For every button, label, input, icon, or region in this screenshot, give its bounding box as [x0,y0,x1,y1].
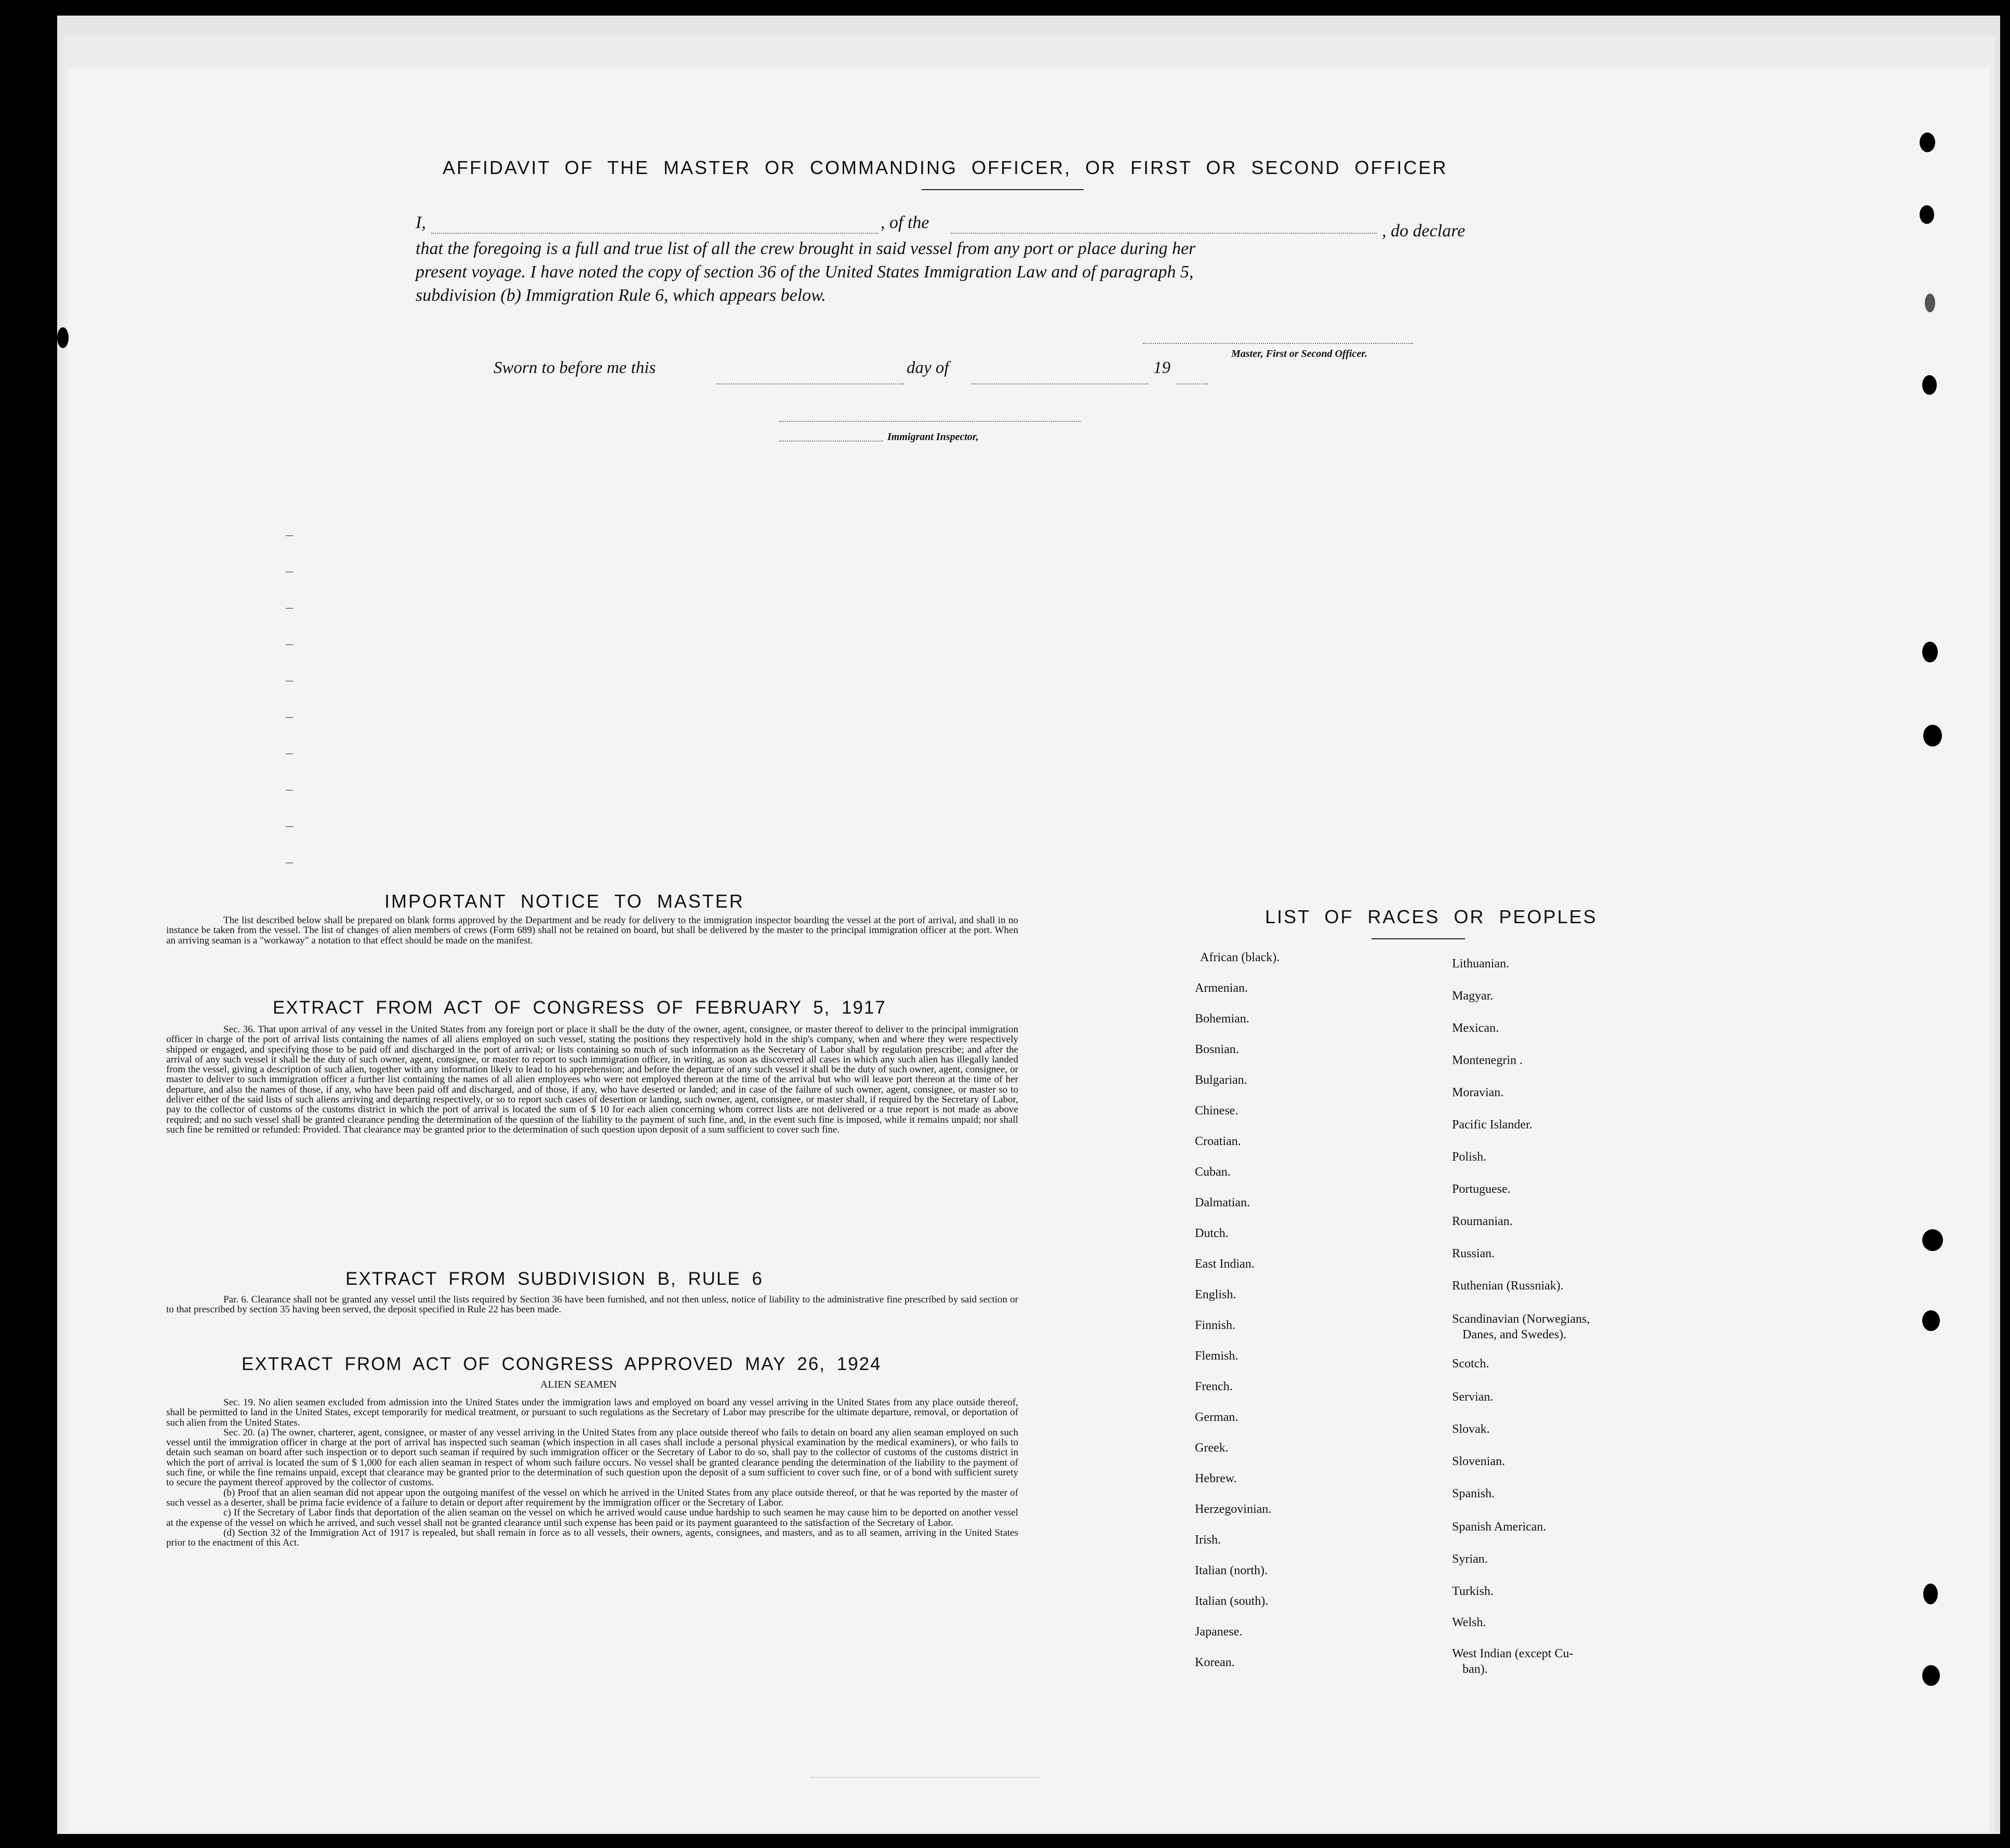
race-item: Flemish. [1195,1349,1239,1363]
extract-rule6-paragraph: Par. 6. Clearance shall not be granted any vessel until the lists required by Section 36 have been furnished, and not then unless, notice of liability to the administrative fine prescribed by said section or to that prescribed by section 35 having been served, the deposit specified in Rule 22 has been made. [166,1294,1018,1315]
year-label: 19 [1153,358,1170,377]
row-tick [286,753,293,754]
extract-rule6-text [166,1295,1018,1315]
race-item: East Indian. [1195,1257,1255,1271]
binder-hole [1920,132,1935,152]
row-tick [286,571,293,573]
binder-hole [1923,1584,1938,1604]
binder-hole [1922,1310,1940,1331]
race-item: Pacific Islander. [1452,1118,1533,1132]
race-item: Slovenian. [1452,1455,1505,1468]
binder-hole [1920,205,1934,224]
race-item: Chinese. [1195,1104,1239,1118]
name-blank[interactable] [431,233,878,234]
extract-1917-text [166,1025,1018,1135]
form-page [68,68,1990,1831]
race-item: Korean. [1195,1656,1235,1669]
race-item: French. [1195,1380,1233,1393]
extract-1924-subtitle: ALIEN SEAMEN [540,1379,617,1390]
race-item: Polish. [1452,1150,1487,1164]
affidavit-line2: that the foregoing is a full and true list of all the crew brought in said vessel from any port or place during her [416,239,1196,258]
race-item: Armenian. [1195,981,1248,995]
row-tick [286,862,293,863]
signature-caption: Master, First or Second Officer. [1231,348,1367,360]
row-tick [286,681,293,682]
race-item: Herzegovinian. [1195,1503,1272,1516]
race-item: Slovak. [1452,1422,1490,1436]
race-item: Italian (south). [1195,1594,1269,1608]
affidavit-line1-start: I, [416,213,426,232]
race-item: German. [1195,1411,1239,1424]
binder-hole [1925,294,1935,312]
inspector-signature-blank[interactable] [779,421,1081,422]
extract-1924-paragraph: (d) Section 32 of the Immigration Act of 1917 is repealed, but shall remain in force as to all vessels, their owners, agents, consignees, and masters, and as to all seamen, arriving in the United States prior to the enactment of this Act. [166,1527,1018,1549]
smudge-marks [810,1777,1039,1791]
race-item: English. [1195,1288,1236,1301]
race-item: African (black). [1200,951,1280,964]
race-item: Bulgarian. [1195,1073,1247,1087]
inspector-label: Immigrant Inspector, [887,431,979,443]
extract-1924-title: EXTRACT FROM ACT OF CONGRESS APPROVED MAY 26, 1924 [242,1354,882,1374]
sworn-label: Sworn to before me this [494,358,656,377]
race-item: Ruthenian (Russniak). [1452,1279,1564,1293]
binder-hole [57,327,69,348]
extract-1917-title: EXTRACT FROM ACT OF CONGRESS OF FEBRUARY 5, 1917 [273,998,886,1018]
race-item: Montenegrin . [1452,1054,1523,1067]
affidavit-of-the: , of the [881,213,929,232]
race-item: Russian. [1452,1247,1495,1260]
extract-rule6-title: EXTRACT FROM SUBDIVISION B, RULE 6 [345,1269,763,1289]
row-tick [286,608,293,609]
affidavit-line3: present voyage. I have noted the copy of section 36 of the United States Immigration Law and of paragraph 5, [416,262,1194,282]
race-item: Dutch. [1195,1227,1229,1240]
year-blank[interactable] [1177,383,1208,384]
extract-1924-paragraph: (b) Proof that an alien seaman did not appear upon the outgoing manifest of the vessel on which he arrived in the United States from any place outside thereof, or that he was reported by the master of such vessel as a deserter, shall be prima facie evidence of a failure to detain or deport after requirement by the immigration officer or the Secretary of Labor. [166,1487,1018,1508]
affidavit-declare: , do declare [1382,221,1466,241]
row-tick [286,826,293,827]
row-tick [286,644,293,645]
race-item: Hebrew. [1195,1472,1237,1485]
race-item: Italian (north). [1195,1564,1268,1577]
race-item: Spanish American. [1452,1520,1547,1534]
row-tick [286,717,293,718]
race-item: ban). [1462,1663,1488,1676]
binder-hole [1922,642,1938,662]
race-item: Finnish. [1195,1319,1236,1332]
race-item: Welsh. [1452,1616,1486,1629]
day-of-label: day of [907,358,949,377]
races-title: LIST OF RACES OR PEOPLES [1265,906,1598,927]
affidavit-title: AFFIDAVIT OF THE MASTER OR COMMANDING OFFICER, OR FIRST OR SECOND OFFICER [443,157,1448,178]
notice-paragraph: The list described below shall be prepared on blank forms approved by the Department and be ready for delivery to the immigration inspector boarding the vessel at the port of arrival, and shall in no instance be taken from the vessel. The list of changes of alien members of crews (Form 689) shall not be retained on board, but shall be delivered by the master to the principal immigration officer at the port. When an arriving seaman is a "workaway" a notation to that effect should be made on the manifest. [166,915,1018,946]
race-item: Servian. [1452,1390,1494,1404]
extract-1924-text [166,1398,1018,1548]
notice-text [166,915,1018,946]
extract-1924-paragraph: Sec. 19. No alien seamen excluded from admission into the United States under the immigration laws and employed on board any vessel arriving in the United States from any place outside thereof, shall be permitted to land in the United States, except temporarily for medical treatment, or pursuant to such regulations as the Secretary of Labor may prescribe for the ultimate departure, removal, or deportation of such alien from the United States. [166,1397,1018,1428]
binder-hole [1922,1665,1940,1686]
race-item: Irish. [1195,1533,1221,1547]
race-item: Scandinavian (Norwegians, [1452,1312,1590,1326]
race-item: Portuguese. [1452,1182,1511,1196]
race-item: Bosnian. [1195,1043,1239,1056]
extract-1924-paragraph: Sec. 20. (a) The owner, charterer, agent, consignee, or master of any vessel arriving in the United States from any place outside thereof who fails to detain on board any alien seaman employed on such vessel until the immigration officer in charge at the port of arrival has inspected such seaman (which inspection in all cases shall include a personal physical examination by the medical examiners), or who fails to detain such seaman on board after such inspection or to deport such seaman if required by such immigration officer or the Secretary of Labor to do so, shall pay to the collector of customs of the customs district in which the port of arrival is located the sum of $ 1,000 for each alien seaman in respect of whom such failure occurs. No vessel shall be granted clearance pending the determination of the liability to the payment of such fine, or while the fine remains unpaid, except that clearance may be granted prior to the determination of such question upon the deposit of a sum sufficient to cover such fine, or of a bond with sufficient surety to secure the payment thereof approved by the collector of customs. [166,1427,1018,1488]
race-item: Lithuanian. [1452,957,1509,970]
race-item: Greek. [1195,1441,1229,1455]
row-tick [286,790,293,791]
extract-1924-paragraph: c) If the Secretary of Labor finds that deportation of the alien seaman on the vessel on which he arrived would cause undue hardship to such seamen he may cause him to be deported on another vessel at the expense of the vessel on which he arrived, and such vessel shall not be granted clearance until such expense has been paid or its payment guaranteed to the satisfaction of the Secretary of Labor. [166,1507,1018,1528]
extract-1917-paragraph: Sec. 36. That upon arrival of any vessel in the United States from any foreign port or place it shall be the duty of the owner, agent, consignee, or master thereof to deliver to the principal immigration officer in charge of the port of arrival lists containing the names of all aliens employed on such vessel, stating the positions they respectively hold in the ship's company, when and where they were respectively shipped or engaged, and specifying those to be paid off and discharged in the port of arrival; or lists containing so much of such information as the Secretary of Labor shall by regulation prescribe; and after the arrival of any such vessel it shall be the duty of such owner, agent, consignee, or master to report to such immigration officer, in writing, as soon as discovered all cases in which any such alien has illegally landed from the vessel, giving a description of such alien, together with any information likely to lead to his apprehension; and before the departure of any such vessel it shall be the duty of such owner, agent, consignee, or master to deliver to such immigration officer a further list containing the names of all alien employees who were not employed thereon at the time of the arrival but who will leave port thereon at the time of her departure, and also the names of those, if any, who have been paid off and discharged, and of those, if any, who have deserted or landed; and in case of the failure of such owner, agent, consignee, or master so to deliver either of the said lists of such aliens arriving and departing respectively, or so to report such cases of desertion or landing, such owner, agent, consignee, or master shall, if required by the Secretary of Labor, pay to the collector of customs of the customs district in which the port of arrival is located the sum of $ 10 for each alien concerning whom correct lists are not delivered or a true report is not made as above required; and no such vessel shall be granted clearance pending the determination of the question of the liability to the payment of such fine, and, in the event such fine is imposed, while it remains unpaid; nor shall such fine be remitted or refunded: Provided. That clearance may be granted prior to the determination of such question upon deposit of a sum sufficient to cover such fine. [166,1024,1018,1135]
race-item: Cuban. [1195,1165,1231,1179]
affidavit-line4: subdivision (b) Immigration Rule 6, which appears below. [416,286,826,305]
race-item: Turkish. [1452,1585,1494,1598]
signature-blank[interactable] [1143,343,1413,344]
race-item: Croatian. [1195,1135,1241,1148]
race-item: Scotch. [1452,1357,1489,1371]
title-underline [922,189,1084,190]
race-item: Roumanian. [1452,1215,1513,1228]
sworn-month-blank[interactable] [971,383,1148,384]
sworn-day-blank[interactable] [717,383,904,384]
vessel-blank[interactable] [951,233,1377,234]
race-item: Danes, and Swedes). [1462,1328,1566,1341]
race-item: Japanese. [1195,1625,1243,1639]
inspector-prefix-blank [779,441,883,442]
race-item: Mexican. [1452,1021,1499,1035]
race-item: Magyar. [1452,989,1494,1003]
binder-hole [1922,375,1937,395]
race-item: Dalmatian. [1195,1196,1250,1209]
row-tick [286,535,293,536]
binder-hole [1923,725,1942,747]
race-item: West Indian (except Cu- [1452,1647,1574,1660]
notice-title: IMPORTANT NOTICE TO MASTER [384,890,744,912]
race-item: Moravian. [1452,1086,1504,1099]
race-item: Bohemian. [1195,1012,1249,1026]
race-item: Syrian. [1452,1552,1488,1566]
races-title-underline [1372,938,1465,939]
binder-hole [1922,1229,1943,1251]
race-item: Spanish. [1452,1487,1495,1500]
